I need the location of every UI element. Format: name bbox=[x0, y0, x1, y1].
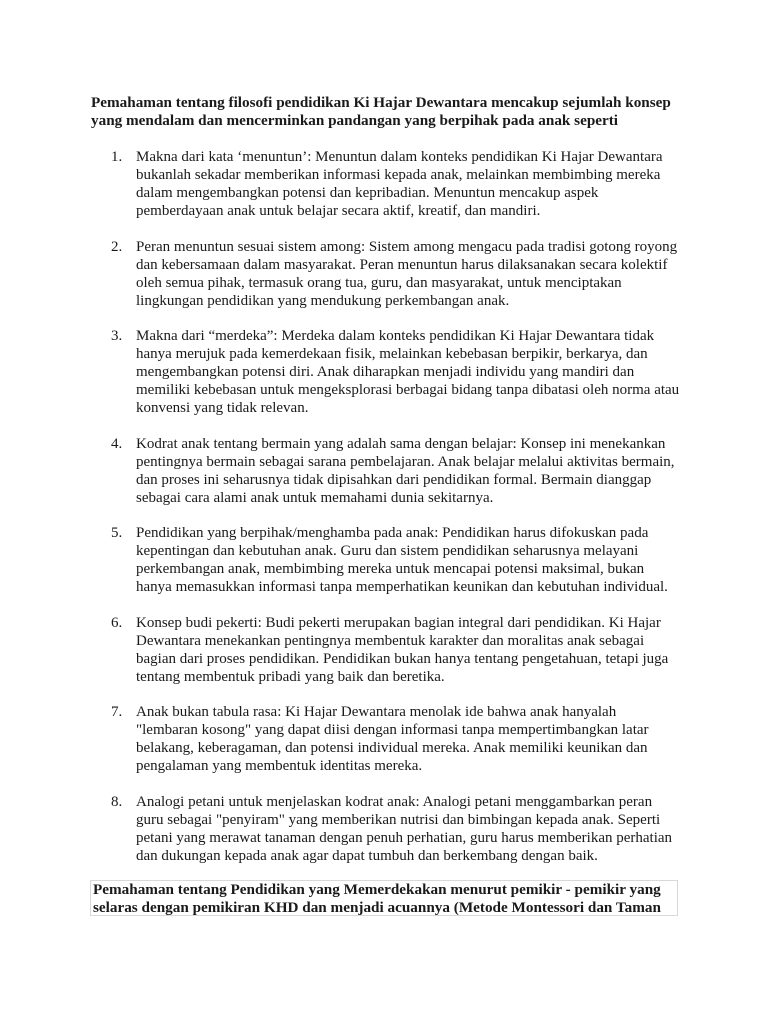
list-item-text: Makna dari “merdeka”: Merdeka dalam konteks pendidikan Ki Hajar Dewantara tidak hanya merujuk pada kemerdekaan fisik, melainkan kebebasan berpikir, berkarya, dan mengembangkan potensi diri. Anak diharapkan menjadi individu yang mandiri dan memiliki kebebasan untuk mengeksplorasi berbagai bidang tanpa dibatasi oleh norma atau konvensi yang tidak relevan. bbox=[136, 328, 680, 416]
list-item-text: Kodrat anak tentang bermain yang adalah sama dengan belajar: Konsep ini menekankan pentingnya bermain sebagai sarana pembelajaran. Anak belajar melalui aktivitas bermain, dan proses ini seharusnya tidak dipisahkan dari pendidikan formal. Bermain dianggap sebagai cara alami anak untuk memahami dunia sekitarnya. bbox=[136, 435, 675, 506]
list-item bbox=[91, 793, 681, 865]
list-item bbox=[91, 614, 681, 686]
list-item bbox=[91, 435, 681, 507]
list-item-number: 7. bbox=[111, 704, 123, 720]
list-item-number: 1. bbox=[111, 149, 123, 165]
list-item-text: Analogi petani untuk menjelaskan kodrat anak: Analogi petani menggambarkan peran guru sebagai "penyiram" yang memberikan nutrisi dan bimbingan kepada anak. Seperti petani yang merawat tanaman dengan penuh perhatian, guru harus memberikan perhatian dan dukungan kepada anak agar dapat tumbuh dan berkembang dengan baik. bbox=[136, 793, 673, 864]
list-item-number: 4. bbox=[111, 435, 123, 452]
list-item-text: Konsep budi pekerti: Budi pekerti merupakan bagian integral dari pendidikan. Ki Hajar Dewantara menekankan pentingnya membentuk karakter dan moralitas anak sebagai bagian dari proses pendidikan. Pendidikan bukan hanya tentang pengetahuan, tetapi juga tentang membentuk pribadi yang baik dan beretika. bbox=[136, 614, 669, 685]
list-item-text: Anak bukan tabula rasa: Ki Hajar Dewantara menolak ide bahwa anak hanyalah "lembaran kosong" yang dapat diisi dengan informasi tanpa mempertimbangkan latar belakang, keberagaman, dan potensi individual mereka. Anak memiliki keunikan dan pengalaman yang membentuk identitas mereka. bbox=[136, 704, 649, 774]
list-item-number: 3. bbox=[111, 328, 123, 344]
second-section-heading: Pemahaman tentang Pendidikan yang Memerdekakan menurut pemikir - pemikir yang selaras dengan pemikiran KHD dan menjadi acuannya (Metode Montessori dan Taman bbox=[90, 880, 678, 916]
list-item-text: Makna dari kata ‘menuntun’: Menuntun dalam konteks pendidikan Ki Hajar Dewantara bukanlah sekadar memberikan informasi kepada anak, melainkan membimbing mereka dalam mengembangkan potensi dan kepribadian. Menuntun mencakup aspek pemberdayaan anak untuk belajar secara aktif, kreatif, dan mandiri. bbox=[136, 149, 663, 219]
list-item bbox=[91, 327, 681, 417]
list-item bbox=[91, 238, 681, 310]
list-item-number: 5. bbox=[111, 525, 123, 541]
concept-list bbox=[91, 148, 681, 882]
list-item-text: Peran menuntun sesuai sistem among: Sistem among mengacu pada tradisi gotong royong dan kebersamaan dalam masyarakat. Peran menuntun harus dilaksanakan secara kolektif oleh semua pihak, termasuk orang tua, guru, dan masyarakat, untuk menciptakan lingkungan pendidikan yang mendukung perkembangan anak. bbox=[136, 238, 678, 309]
list-item-text: Pendidikan yang berpihak/menghamba pada anak: Pendidikan harus difokuskan pada kepentingan dan kebutuhan anak. Guru dan sistem pendidikan seharusnya melayani perkembangan anak, membimbing mereka untuk mencapai potensi maksimal, bukan hanya memasukkan informasi tanpa memperhatikan keunikan dan kebutuhan individual. bbox=[136, 525, 668, 595]
section-heading: Pemahaman tentang filosofi pendidikan Ki Hajar Dewantara mencakup sejumlah konsep yang mendalam dan mencerminkan pandangan yang berpihak pada anak seperti bbox=[91, 94, 671, 129]
list-item-number: 2. bbox=[111, 238, 123, 255]
list-item-number: 6. bbox=[111, 614, 123, 631]
list-item bbox=[91, 524, 681, 596]
list-item-number: 8. bbox=[111, 793, 123, 810]
list-item bbox=[91, 148, 681, 220]
list-item bbox=[91, 703, 681, 775]
